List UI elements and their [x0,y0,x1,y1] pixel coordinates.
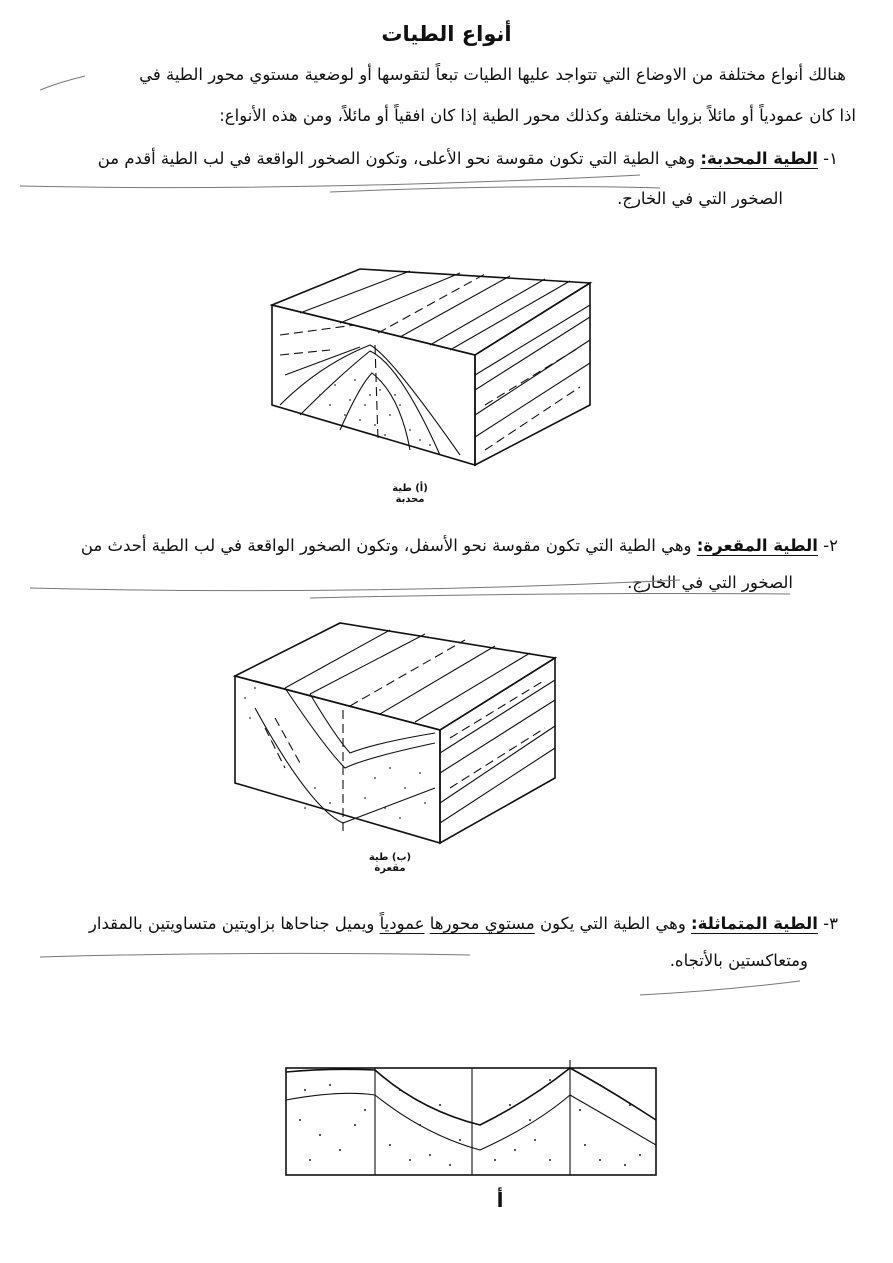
intro-line-1: هنالك أنواع مختلفة من الاوضاع التي تتواجد عليها الطيات تبعاً لتقوسها أو لوضعية مستوي محور الطية في [139,65,846,84]
item-term: الطية المتماثلة: [691,914,818,933]
anticline-block-diagram [260,255,600,475]
item-syncline-line-1: ٢- الطية المقعرة: وهي الطية التي تكون مقوسة نحو الأسفل، وتكون الصخور الواقعة في لب الطية أحدث من [80,536,838,555]
item-symmetric-line-2: ومتعاكستين بالأتجاه. [669,951,808,970]
figure-b-caption: (ب) طية مقعرة [368,852,412,874]
item-symmetric-line-1: ٣- الطية المتماثلة: وهي الطية التي يكون مستوي محورها عمودياً ويميل جناحاها بزاويتين متساويتين بالمقدار [88,914,838,933]
item-number: ٢- [823,536,838,555]
symmetric-fold-diagram [280,1050,660,1185]
item-anticline-line-2: الصخور التي في الخارج. [617,189,783,208]
figure-a-caption: (أ) طية محدبة [392,483,428,505]
pencil-underline [0,0,893,230]
item-term: الطية المحدبة: [700,149,818,168]
item-syncline-line-2: الصخور التي في الخارج. [627,573,793,592]
item-anticline-line-1: ١- الطية المحدبة: وهي الطية التي تكون مقوسة نحو الأعلى، وتكون الصخور الواقعة في لب الطية أقدم من [97,149,838,168]
pencil-underline [0,935,893,1005]
syncline-block-diagram [225,618,565,848]
item-number: ٣- [823,914,838,933]
item-term: الطية المقعرة: [696,536,818,555]
intro-line-2: اذا كان عمودياً أو مائلاً بزوايا مختلفة وكذلك محور الطية إذا كان افقياً أو مائلاً، ومن هذه الأنواع: [219,106,856,125]
item-number: ١- [823,149,838,168]
figure-c-caption: أ [496,1188,504,1212]
pencil-underline [0,570,893,610]
page-title: أنواع الطيات [381,22,512,46]
